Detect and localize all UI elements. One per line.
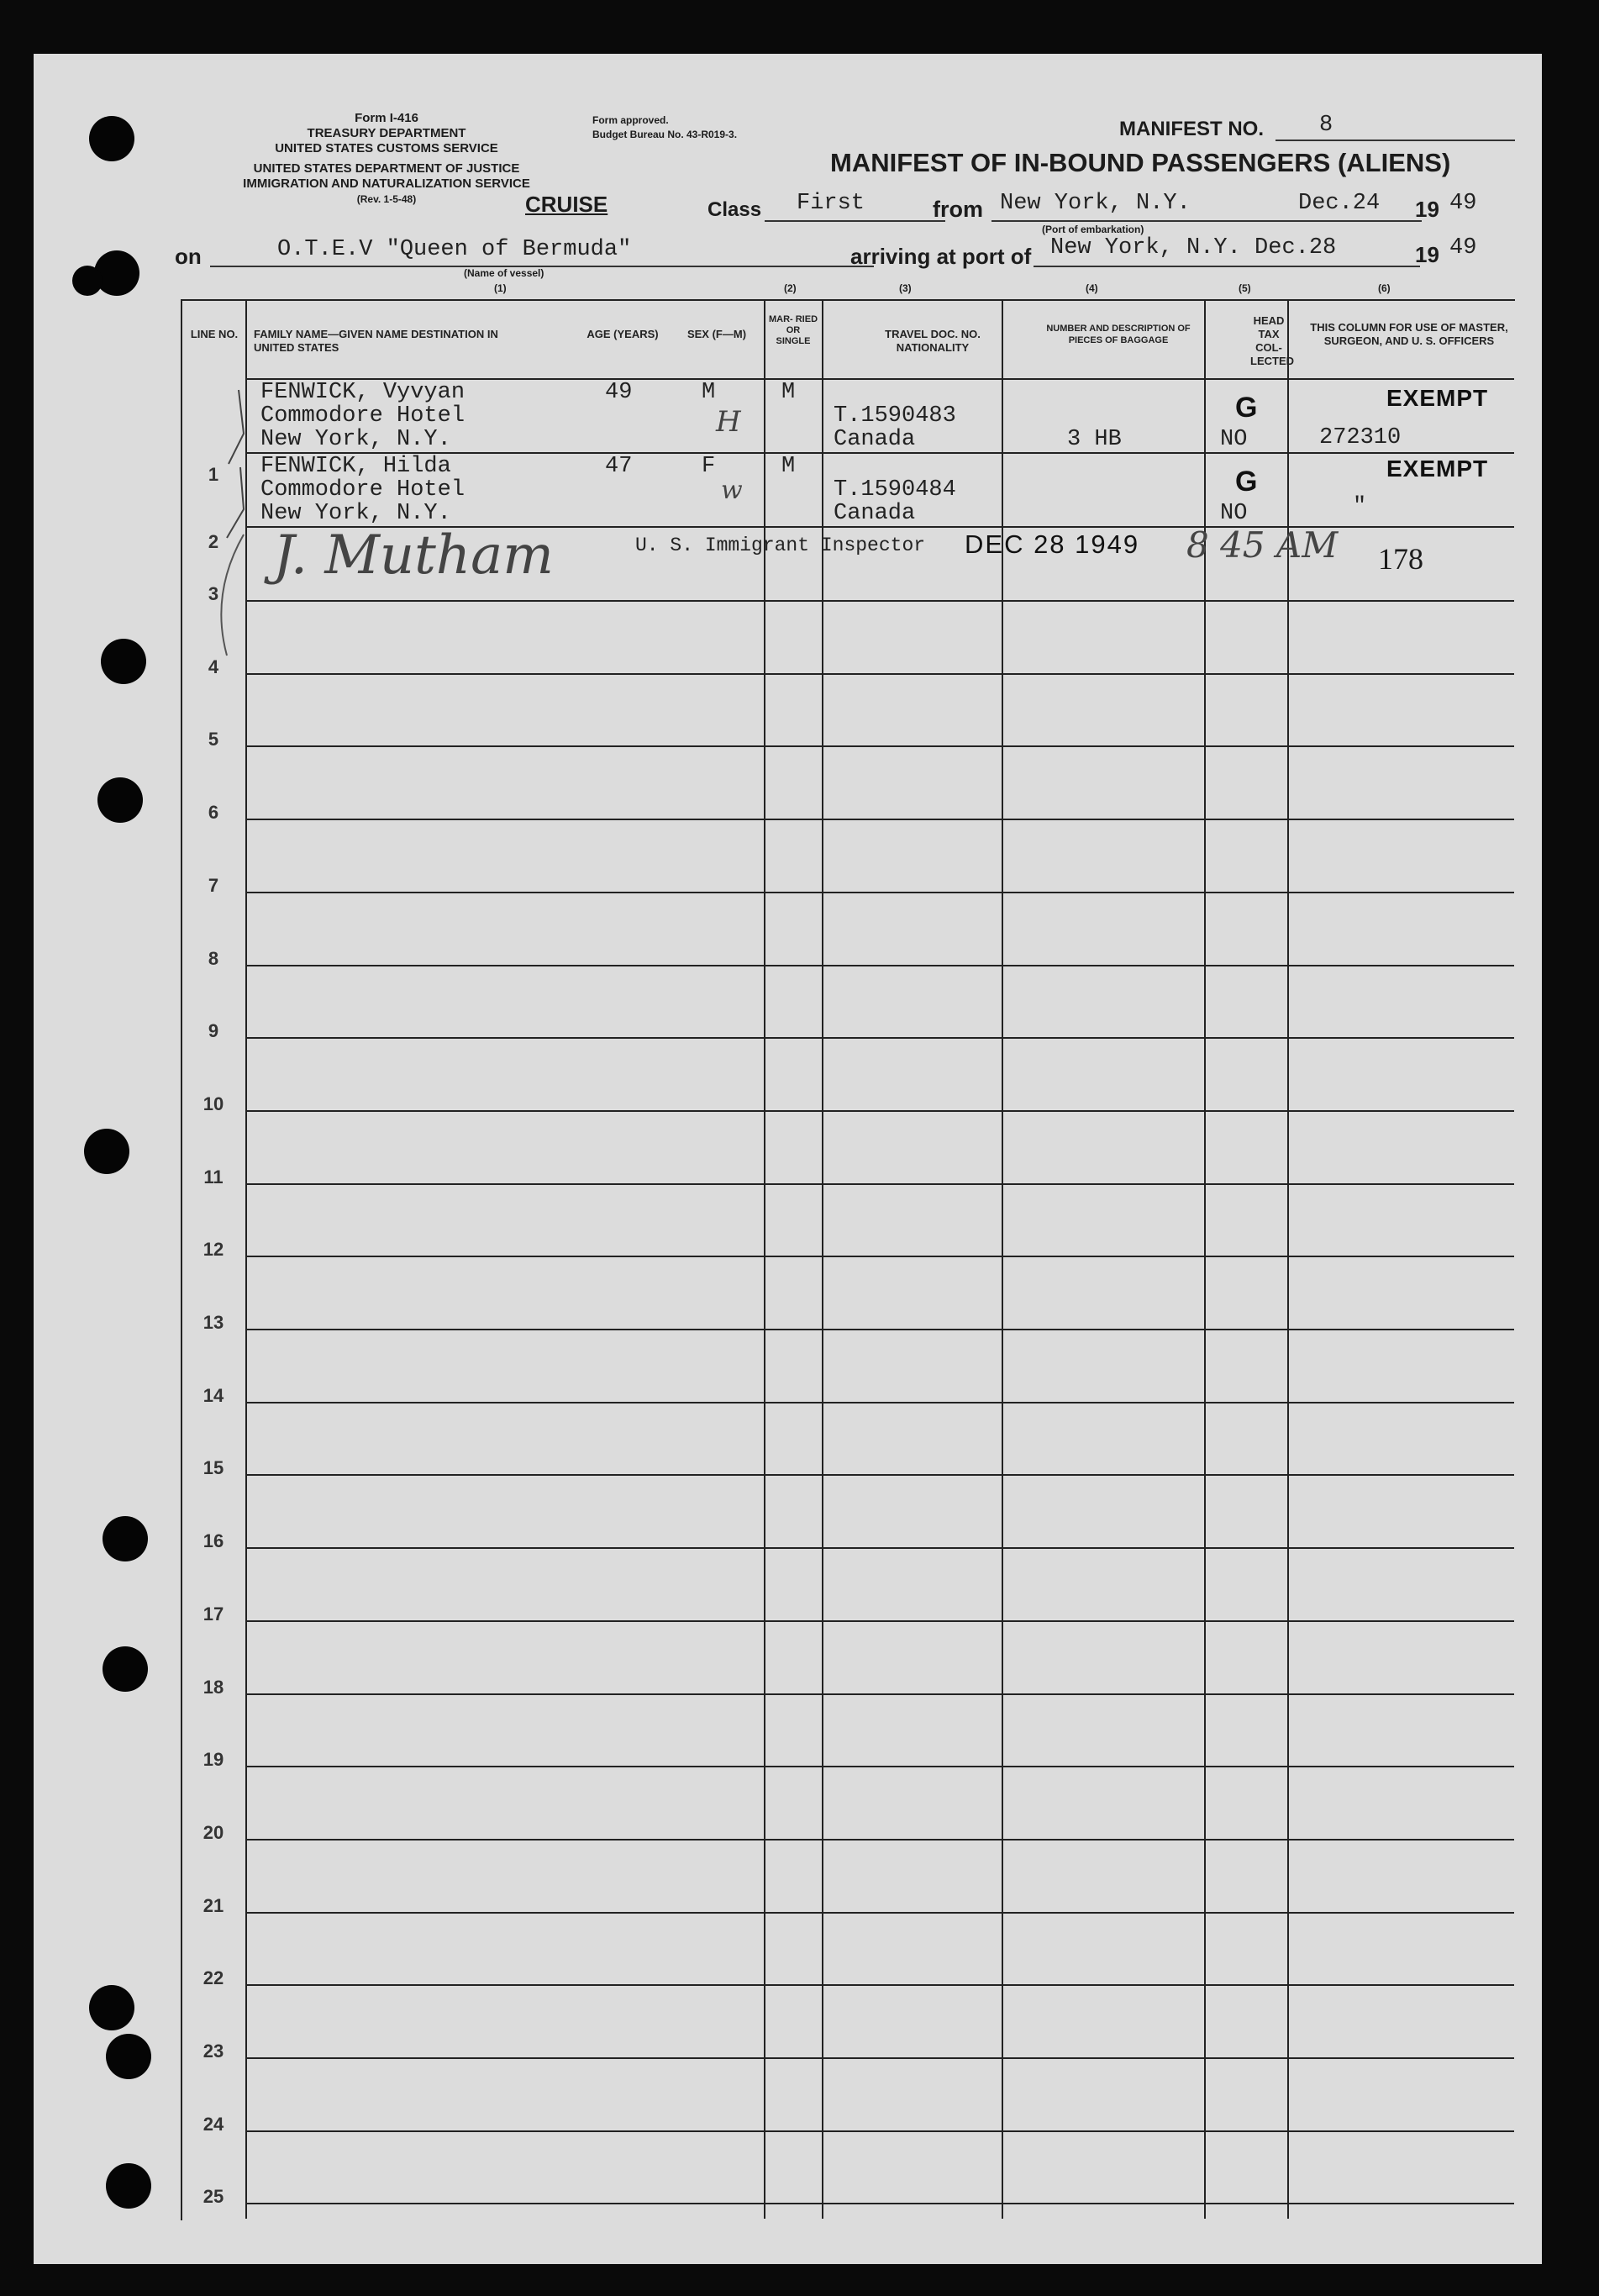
line-number: 20 <box>203 1822 224 1843</box>
from-date: Dec.24 <box>1298 191 1381 216</box>
passenger-1-exempt-stamp: EXEMPT <box>1386 385 1489 411</box>
passenger-2-nationality: Canada <box>834 501 916 526</box>
binder-hole <box>89 116 134 161</box>
col-divider-headtax <box>1287 299 1289 2219</box>
line-number: 12 <box>203 1239 224 1260</box>
row-divider <box>245 745 1514 747</box>
manifest-table <box>181 299 1515 2220</box>
passenger-1-age: 49 <box>605 380 633 405</box>
col-number-3: (3) <box>899 282 912 294</box>
row-divider <box>245 600 1514 602</box>
col-divider-married <box>822 299 823 2219</box>
row-divider <box>245 2057 1514 2059</box>
form-number: Form I-416 <box>355 111 418 125</box>
port-embarkation-caption: (Port of embarkation) <box>1042 224 1144 235</box>
line-number: 14 <box>203 1385 224 1406</box>
binder-hole <box>103 1646 148 1692</box>
binder-hole <box>97 777 143 823</box>
passenger-2-headtax: NO <box>1220 501 1248 526</box>
row-divider <box>245 1766 1514 1767</box>
col-number-2: (2) <box>784 282 797 294</box>
col-divider-travel <box>1002 299 1003 2219</box>
class-underline <box>765 220 945 222</box>
arrival-year-prefix: 19 <box>1415 242 1439 267</box>
col-number-5: (5) <box>1239 282 1251 294</box>
row-divider <box>245 892 1514 893</box>
passenger-2-city: New York, N.Y. <box>260 501 451 526</box>
row-divider <box>245 1474 1514 1476</box>
row-divider <box>245 1912 1514 1914</box>
line-number: 22 <box>203 1967 224 1988</box>
col-head-baggage: NUMBER AND DESCRIPTION OF PIECES OF BAGGAGE <box>1046 324 1191 345</box>
passenger-1-travel-doc: T.1590483 <box>834 403 956 429</box>
line-number: 18 <box>203 1677 224 1698</box>
line-number: 13 <box>203 1312 224 1333</box>
from-label: from <box>933 197 983 222</box>
passenger-2-hotel: Commodore Hotel <box>260 477 465 503</box>
line-number: 21 <box>203 1895 224 1916</box>
passenger-2-sex-mark: w <box>721 476 743 505</box>
line-number: 19 <box>203 1749 224 1770</box>
col-number-4: (4) <box>1086 282 1098 294</box>
binder-hole <box>103 1516 148 1561</box>
row-divider <box>245 1984 1514 1986</box>
line-number: 25 <box>203 2186 224 2207</box>
from-underline <box>991 220 1269 222</box>
inspection-number: 178 <box>1378 542 1423 576</box>
treasury-department: TREASURY DEPARTMENT <box>307 126 466 140</box>
arriving-label: arriving at port of <box>850 244 1032 269</box>
class-label: Class <box>707 198 762 221</box>
row-divider <box>245 1402 1514 1403</box>
passenger-1-officer-no: 272310 <box>1319 425 1402 450</box>
line-number: 4 <box>208 656 219 677</box>
from-port: New York, N.Y. <box>1000 191 1191 216</box>
budget-bureau: Budget Bureau No. 43-R019-3. <box>592 129 738 140</box>
col-divider-baggage <box>1204 299 1206 2219</box>
from-year: 49 <box>1449 191 1477 216</box>
row-divider <box>245 1256 1514 1257</box>
row-divider <box>245 965 1514 966</box>
row-divider <box>245 1693 1514 1695</box>
passenger-1-name: FENWICK, Vyvyan <box>260 380 465 405</box>
row-divider <box>245 1620 1514 1622</box>
arrival-year: 49 <box>1449 235 1477 261</box>
row-divider <box>245 1547 1514 1549</box>
line-number-1: 1 <box>208 464 219 485</box>
cruise-label: CRUISE <box>525 192 608 217</box>
row-divider <box>245 2130 1514 2132</box>
row-divider <box>245 673 1514 675</box>
vessel-name: O.T.E.V "Queen of Bermuda" <box>277 237 632 262</box>
department-of-justice: UNITED STATES DEPARTMENT OF JUSTICE <box>253 161 520 176</box>
col-head-headtax: HEAD TAX COL- LECTED <box>1250 314 1294 367</box>
passenger-2-age: 47 <box>605 454 633 479</box>
arrival-port: New York, N.Y. Dec.28 <box>1050 235 1337 261</box>
passenger-1-baggage: 3 HB <box>1067 427 1122 452</box>
line-number: 11 <box>203 1166 224 1187</box>
binder-hole <box>84 1129 129 1174</box>
from-date-underline <box>1254 220 1422 222</box>
passenger-2-married: M <box>781 454 796 479</box>
passenger-2-g-mark: G <box>1235 466 1259 498</box>
on-label: on <box>175 244 202 269</box>
col-head-married: MAR- RIED OR SINGLE <box>768 314 818 346</box>
passenger-2-officer-no: " <box>1353 494 1367 519</box>
customs-service: UNITED STATES CUSTOMS SERVICE <box>275 141 498 155</box>
line-number: 17 <box>203 1604 224 1625</box>
passenger-1-headtax: NO <box>1220 427 1248 452</box>
col-head-name: FAMILY NAME—GIVEN NAME DESTINATION IN UNITED STATES <box>254 328 498 354</box>
row-divider <box>245 1329 1514 1330</box>
inspector-signature: J. Mutham <box>273 524 554 587</box>
col-head-line-no: LINE NO. <box>190 328 239 340</box>
col-number-1: (1) <box>494 282 507 294</box>
vessel-caption: (Name of vessel) <box>464 267 544 279</box>
col-head-sex: SEX (F—M) <box>686 328 747 340</box>
col-head-age: AGE (YEARS) <box>586 328 659 340</box>
passenger-1-city: New York, N.Y. <box>260 427 451 452</box>
passenger-1-hotel: Commodore Hotel <box>260 403 465 429</box>
line-number: 7 <box>208 875 219 896</box>
inspection-date-stamp: DEC 28 1949 <box>965 529 1140 559</box>
passenger-2-exempt-stamp: EXEMPT <box>1386 456 1489 482</box>
line-number: 24 <box>203 2114 224 2135</box>
row-divider <box>245 819 1514 820</box>
passenger-1-nationality: Canada <box>834 427 916 452</box>
passenger-2-name: FENWICK, Hilda <box>260 454 451 479</box>
row-divider <box>245 1037 1514 1039</box>
naturalization-service: IMMIGRATION AND NATURALIZATION SERVICE <box>243 176 530 191</box>
line-number: 9 <box>208 1020 219 1041</box>
passenger-2-travel-doc: T.1590484 <box>834 477 956 503</box>
binder-hole <box>89 1985 134 2030</box>
passenger-1-sex: M <box>702 380 716 405</box>
line-number: 3 <box>208 583 219 604</box>
line-number: 6 <box>208 802 219 823</box>
row-divider <box>245 1110 1514 1112</box>
line-number: 10 <box>203 1093 224 1114</box>
from-year-prefix: 19 <box>1415 197 1439 222</box>
row-divider <box>245 1183 1514 1185</box>
line-number: 8 <box>208 948 219 969</box>
manifest-title: MANIFEST OF IN-BOUND PASSENGERS (ALIENS) <box>830 148 1451 177</box>
line-number: 15 <box>203 1457 224 1478</box>
col-head-travel: TRAVEL DOC. NO. NATIONALITY <box>885 328 981 354</box>
manifest-no-label: MANIFEST NO. <box>1119 118 1264 140</box>
line-number: 5 <box>208 729 219 750</box>
col-head-officers: THIS COLUMN FOR USE OF MASTER, SURGEON, AND U. S. OFFICERS <box>1310 321 1508 347</box>
binder-hole <box>101 639 146 684</box>
form-approved: Form approved. <box>592 114 669 126</box>
row-divider <box>245 1839 1514 1840</box>
revision-date: (Rev. 1-5-48) <box>356 193 417 205</box>
binder-hole <box>106 2034 151 2079</box>
line-tick-marks <box>193 383 252 669</box>
passenger-1-sex-mark: H <box>716 405 741 439</box>
arrival-underline <box>1034 266 1420 267</box>
line-number: 16 <box>203 1530 224 1551</box>
manifest-no-value: 8 <box>1319 113 1333 138</box>
passenger-1-g-mark: G <box>1235 392 1259 424</box>
manifest-document <box>34 54 1542 2264</box>
binder-hole <box>72 266 103 296</box>
row-divider <box>245 2203 1514 2204</box>
inspector-title: U. S. Immigrant Inspector <box>635 535 926 556</box>
inspection-time: 8 45 AM <box>1186 524 1339 566</box>
line-number-2: 2 <box>208 531 219 552</box>
manifest-no-underline <box>1276 140 1515 141</box>
binder-hole <box>106 2163 151 2209</box>
passenger-1-married: M <box>781 380 796 405</box>
col-number-6: (6) <box>1378 282 1391 294</box>
class-value: First <box>797 191 865 216</box>
line-number: 23 <box>203 2041 224 2062</box>
col-divider-sex <box>764 299 765 2219</box>
passenger-2-sex: F <box>702 454 716 479</box>
